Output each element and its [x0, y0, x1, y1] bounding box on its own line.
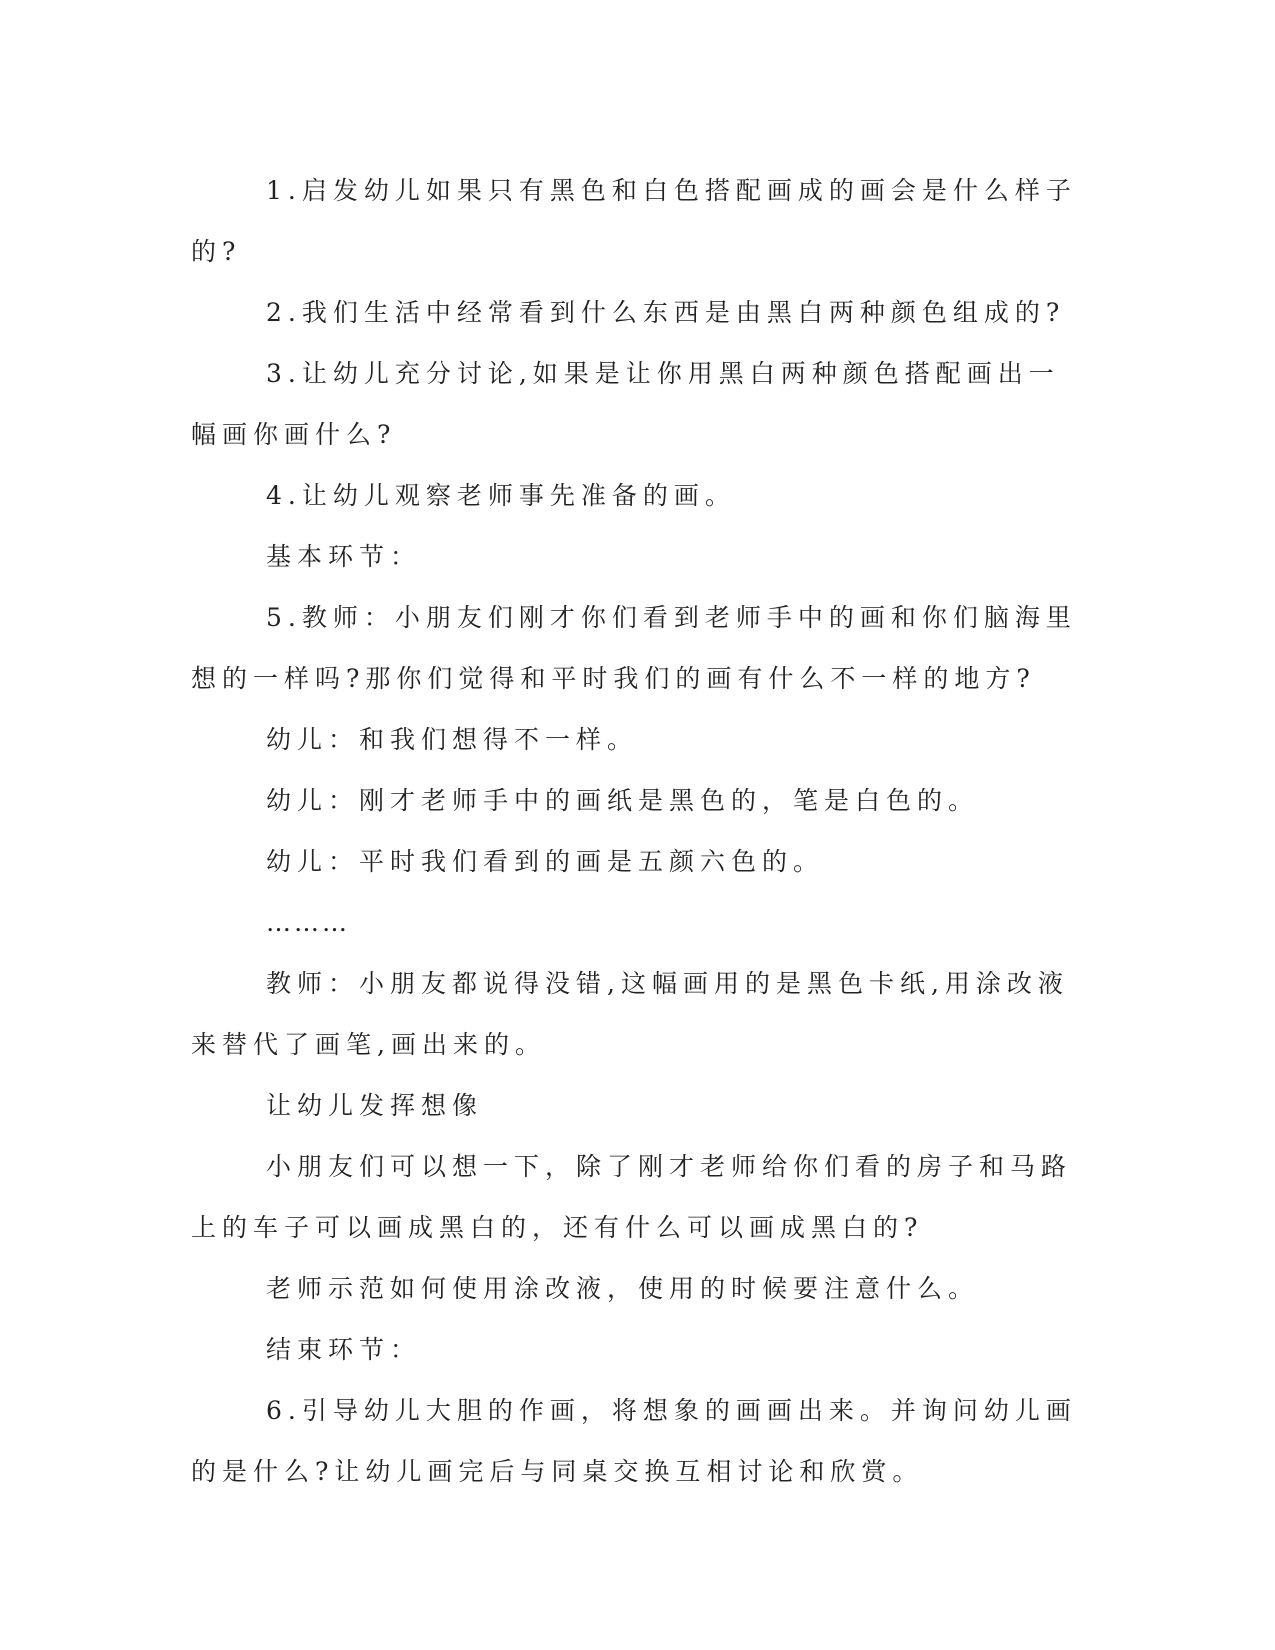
paragraph-step-1: 1.启发幼儿如果只有黑色和白色搭配画成的画会是什么样子的?: [191, 176, 1077, 266]
paragraph-step-5: 5.教师：小朋友们刚才你们看到老师手中的画和你们脑海里想的一样吗?那你们觉得和平时我们的画有什么不一样的地方?: [191, 603, 1077, 693]
section-heading-ending: 结束环节：: [266, 1335, 422, 1364]
child-response-2: 幼儿：刚才老师手中的画纸是黑色的，笔是白色的。: [266, 786, 980, 815]
section-heading-basic: 基本环节：: [266, 542, 422, 571]
teacher-demo: 老师示范如何使用涂改液，使用的时候要注意什么。: [266, 1274, 980, 1303]
teacher-response: 教师：小朋友都说得没错,这幅画用的是黑色卡纸,用涂改液来替代了画笔,画出来的。: [191, 969, 1069, 1059]
paragraph-step-3: 3.让幼儿充分讨论,如果是让你用黑白两种颜色搭配画出一幅画你画什么?: [191, 359, 1060, 449]
imagination-heading: 让幼儿发挥想像: [266, 1091, 484, 1120]
paragraph-step-6: 6.引导幼儿大胆的作画，将想象的画画出来。并询问幼儿画的是什么?让幼儿画完后与同桌交换互相讨论和欣赏。: [191, 1396, 1077, 1486]
paragraph-step-4: 4.让幼儿观察老师事先准备的画。: [266, 481, 736, 510]
document-body: [191, 160, 1086, 1502]
child-response-1: 幼儿：和我们想得不一样。: [266, 725, 639, 754]
imagination-prompt: 小朋友们可以想一下，除了刚才老师给你们看的房子和马路上的车子可以画成黑白的，还有什么可以画成黑白的?: [191, 1152, 1073, 1242]
ellipsis: ………: [266, 908, 350, 937]
child-response-3: 幼儿：平时我们看到的画是五颜六色的。: [266, 847, 825, 876]
paragraph-step-2: 2.我们生活中经常看到什么东西是由黑白两种颜色组成的?: [266, 298, 1066, 327]
